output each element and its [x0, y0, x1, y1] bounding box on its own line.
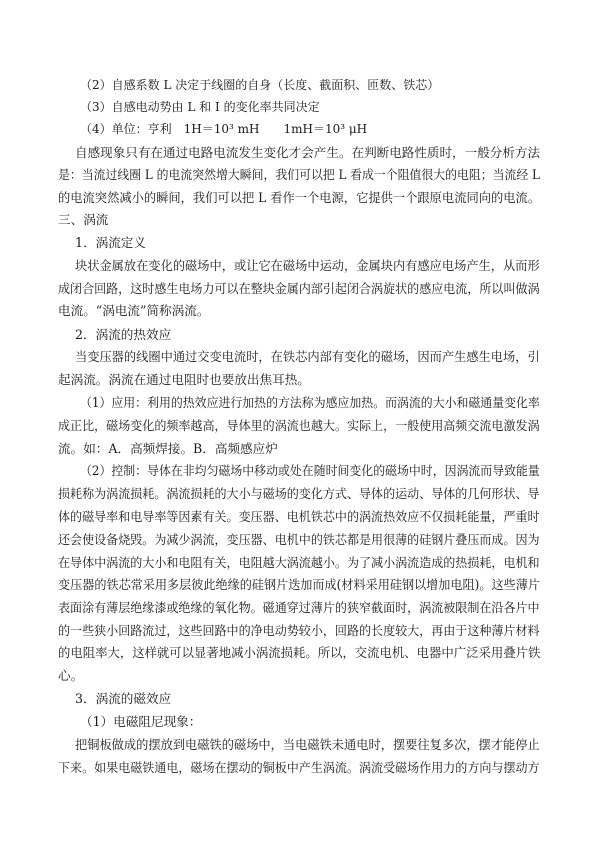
text-line: 的电流突然减小的瞬间，我们可以把 L 看作一个电源，它提供一个跟原电流同向的电流。	[58, 190, 541, 205]
text-line: 自感现象只有在通过电路电流发生变化才会产生。在判断电路性质时，一般分析方法	[75, 145, 541, 160]
subsection-heading: 1．涡流定义	[75, 235, 146, 250]
text-line: 还会使设备烧毁。为减少涡流，变压器、电机中的铁芯都是用很薄的硅钢片叠压而成。因为	[58, 532, 540, 547]
text-line: 电流。“涡电流”简称涡流。	[58, 303, 210, 318]
subsection-heading: 2．涡流的热效应	[75, 327, 172, 342]
text-line: （4）单位：亨利 1H＝10³ mH 1mH＝10³ μH	[80, 122, 368, 136]
text-line: 把铜板做成的摆放到电磁铁的磁场中，当电磁铁未通电时，摆要往复多次，摆才能停止	[75, 737, 540, 752]
text-line: 损耗称为涡流损耗。涡流损耗的大小与磁场的变化方式、导体的运动、导体的几何形状、导	[58, 486, 540, 501]
text-line: （2）控制：导体在非均匀磁场中移动或处在随时间变化的磁场中时，因涡流而导致能量	[80, 463, 540, 478]
text-line: 的一些狭小回路流过，这些回路中的净电动势较小，回路的长度较大，再由于这种薄片材料	[58, 623, 540, 638]
text-line: 下来。如果电磁铁通电，磁场在摆动的铜板中产生涡流。涡流受磁场作用力的方向与摆动方	[58, 760, 540, 775]
section-heading: 三、涡流	[58, 212, 109, 227]
text-line: （1）应用：利用的热效应进行加热的方法称为感应加热。而涡流的大小和磁通量变化率	[80, 395, 540, 410]
text-line: 当变压器的线圈中通过交变电流时，在铁芯内部有变化的磁场，因而产生感生电场，引	[75, 349, 540, 364]
text-line: （2）自感系数 L 决定于线圈的自身（长度、截面积、匝数、铁芯）	[80, 78, 440, 92]
text-line: 表面涂有薄层绝缘漆或绝缘的氧化物。磁通穿过薄片的狭窄截面时，涡流被限制在沿各片中	[58, 600, 540, 615]
text-line: 起涡流。涡流在通过电阻时也要放出焦耳热。	[58, 372, 310, 387]
text-line: 变压器的铁芯常采用多层彼此绝缘的硅钢片迭加而成(材料采用硅钢以增加电阻)。这些薄片	[58, 577, 540, 592]
text-line: 心。	[58, 668, 84, 683]
text-line: 体的磁导率和电导率等因素有关。变压器、电机铁芯中的涡流热效应不仅损耗能量，严重时	[58, 509, 540, 524]
text-line: （1）电磁阻尼现象：	[80, 714, 202, 729]
text-line: 的电阻率大，这样就可以显著地减小涡流损耗。所以，交流电机、电器中广泛采用叠片铁	[58, 645, 541, 660]
text-line: 是：当流过线圈 L 的电流突然增大瞬间，我们可以把 L 看成一个阻值很大的电阻；当流经 L	[58, 167, 540, 182]
text-line: 成正比，磁场变化的频率越高，导体里的涡流也越大。实际上，一般使用高频交流电激发涡	[58, 418, 540, 433]
text-line: 块状金属放在变化的磁场中，或让它在磁场中运动，金属块内有感应电场产生，从而形	[75, 258, 540, 273]
text-line: 成闭合回路，这时感生电场力可以在整块金属内部引起闭合涡旋状的感应电流，所以叫做涡	[58, 281, 540, 296]
subsection-heading: 3．涡流的磁效应	[75, 691, 172, 706]
text-line: 在导体中涡流的大小和电阻有关，电阻越大涡流越小。为了减小涡流造成的热损耗，电机和	[58, 555, 540, 570]
text-line: 流。如：A．高频焊接。B．高频感应炉	[58, 441, 278, 456]
text-line: （3）自感电动势由 L 和 I 的变化率共同决定	[80, 100, 320, 114]
